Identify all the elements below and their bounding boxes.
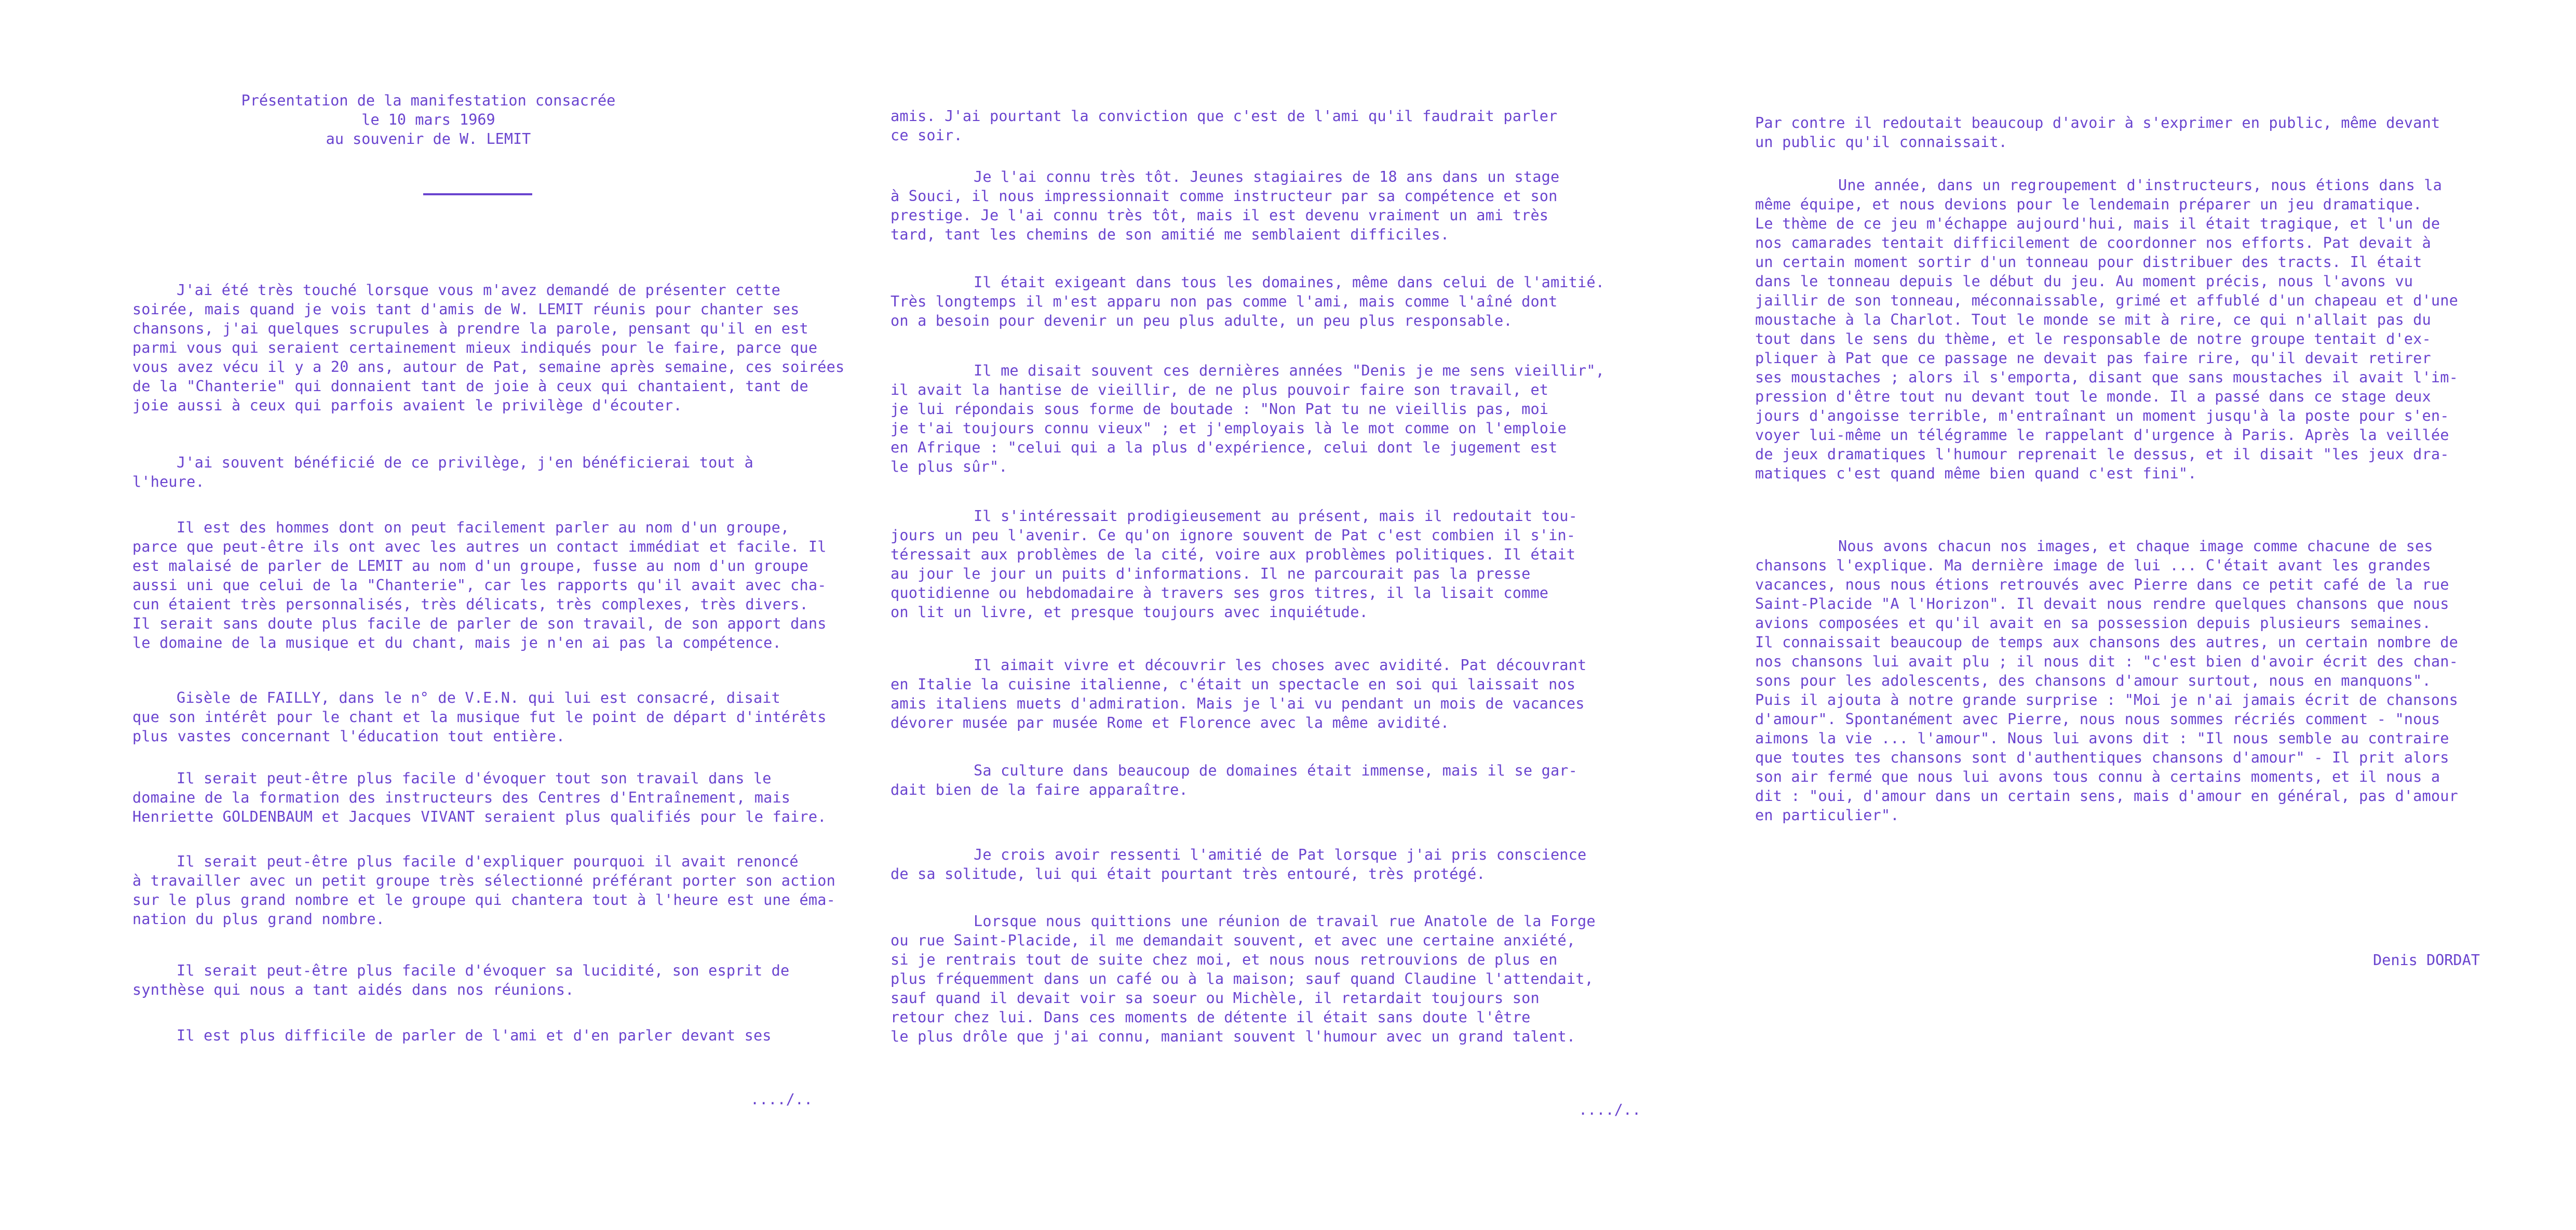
text-line: parmi vous qui seraient certainement mieux indiqués pour le faire, parce que: [132, 339, 818, 356]
text-line: à Souci, il nous impressionnait comme instructeur par sa compétence et son: [891, 188, 1558, 205]
text-line: plus fréquemment dans un café ou à la maison; sauf quand Claudine l'attendait,: [891, 970, 1594, 987]
text-line: jours un peu l'avenir. Ce qu'on ignore souvent de Pat c'est combien il s'in-: [891, 527, 1576, 544]
text-line: ce soir.: [891, 127, 963, 144]
text-line: vous avez vécu il y a 20 ans, autour de Pat, semaine après semaine, ces soirées: [132, 358, 845, 376]
text-line: J'ai été très touché lorsque vous m'avez demandé de présenter cette: [177, 282, 781, 299]
text-line: plus vastes concernant l'éducation tout entière.: [132, 728, 565, 745]
text-line: dans le tonneau depuis le début du jeu. Au moment précis, nous l'avons vu: [1755, 273, 2413, 290]
text-line: de la "Chanterie" qui donnaient tant de joie à ceux qui chantaient, tant de: [132, 378, 808, 395]
text-line: dévorer musée par musée Rome et Florence avec la même avidité.: [891, 714, 1450, 731]
text-line: dit : "oui, d'amour dans un certain sens, mais d'amour en général, pas d'amour: [1755, 787, 2458, 805]
text-line: Il s'intéressait prodigieusement au présent, mais il redoutait tou-: [974, 507, 1578, 525]
text-line: un certain moment sortir d'un tonneau pour distribuer des tracts. Il était: [1755, 253, 2422, 271]
text-line: sons pour les adolescents, des chansons d'amour surtout, nous en manquons".: [1755, 672, 2431, 689]
text-line: Il serait peut-être plus facile d'expliquer pourquoi il avait renoncé: [177, 853, 799, 870]
text-line: téressait aux problèmes de la cité, voire aux problèmes politiques. Il était: [891, 546, 1576, 563]
text-line: domaine de la formation des instructeurs des Centres d'Entraînement, mais: [132, 789, 791, 806]
text-line: Il aimait vivre et découvrir les choses avec avidité. Pat découvrant: [974, 657, 1587, 674]
text-line: parce que peut-être ils ont avec les autres un contact immédiat et facile. Il: [132, 538, 827, 555]
text-line: voyer lui-même un télégramme le rappelant d'urgence à Paris. Après la veillée: [1755, 426, 2449, 444]
text-line: en Italie la cuisine italienne, c'était un spectacle en soi qui laissait nos: [891, 676, 1576, 693]
text-line: si je rentrais tout de suite chez moi, et nous nous retrouvions de plus en: [891, 951, 1558, 968]
text-line: on a besoin pour devenir un peu plus adulte, un peu plus responsable.: [891, 312, 1513, 329]
text-line: à travailler avec un petit groupe très sélectionné préférant porter son action: [132, 872, 835, 889]
text-line: aussi uni que celui de la "Chanterie", car les rapports qu'il avait avec cha-: [132, 577, 827, 594]
text-line: cun étaient très personnalisés, très délicats, très complexes, très divers.: [132, 596, 808, 613]
text-line: il avait la hantise de vieillir, de ne plus pouvoir faire son travail, et: [891, 381, 1549, 398]
page-column-1: [132, 0, 857, 1230]
text-line: sur le plus grand nombre et le groupe qui chantera tout à l'heure est une éma-: [132, 891, 835, 908]
text-line: Une année, dans un regroupement d'instructeurs, nous étions dans la: [1838, 177, 2443, 194]
text-line: le plus drôle que j'ai connu, maniant souvent l'humour avec un grand talent.: [891, 1028, 1576, 1045]
text-line: dait bien de la faire apparaître.: [891, 781, 1188, 798]
text-line: chansons, j'ai quelques scrupules à prendre la parole, pensant qu'il en est: [132, 320, 808, 337]
text-line: Il était exigeant dans tous les domaines, même dans celui de l'amitié.: [974, 274, 1605, 291]
text-line: que toutes tes chansons sont d'authentiques chansons d'amour" - Il prit alors: [1755, 749, 2449, 766]
text-line: avions composées et qu'il avait en sa possession depuis plusieurs semaines.: [1755, 614, 2431, 632]
text-line: Je crois avoir ressenti l'amitié de Pat lorsque j'ai pris conscience: [974, 846, 1587, 863]
text-line: nation du plus grand nombre.: [132, 911, 385, 928]
text-line: tout dans le sens du thème, et le responsable de notre groupe tentait d'ex-: [1755, 330, 2431, 347]
text-line: Saint-Placide "A l'Horizon". Il devait nous rendre quelques chansons que nous: [1755, 595, 2449, 612]
text-line: jaillir de son tonneau, méconnaissable, grimé et affublé d'un chapeau et d'une: [1755, 292, 2458, 309]
text-line: d'amour". Spontanément avec Pierre, nous nous sommes récriés comment - "nous: [1755, 711, 2440, 728]
text-line: je t'ai toujours connu vieux" ; et j'employais là le mot comme on l'emploie: [891, 420, 1567, 437]
text-line: nos chansons lui avait plu ; il nous dit : "c'est bien d'avoir écrit des chan-: [1755, 653, 2458, 670]
text-line: amis. J'ai pourtant la conviction que c'est de l'ami qu'il faudrait parler: [891, 108, 1558, 125]
text-line: Par contre il redoutait beaucoup d'avoir à s'exprimer en public, même devant: [1755, 114, 2440, 131]
page-continuation-marker: ..../..: [1579, 1101, 1641, 1118]
text-line: je lui répondais sous forme de boutade : "Non Pat tu ne vieillis pas, moi: [891, 400, 1549, 418]
text-line: Il serait peut-être plus facile d'évoquer tout son travail dans le: [177, 770, 772, 787]
title-line-2: le 10 mars 1969: [361, 111, 495, 128]
text-line: même équipe, et nous devions pour le lendemain préparer un jeu dramatique.: [1755, 196, 2422, 213]
text-line: jours d'angoisse terrible, m'entraînant un moment jusqu'à la poste pour s'en-: [1755, 407, 2449, 424]
text-line: on lit un livre, et presque toujours avec inquiétude.: [891, 604, 1368, 621]
text-line: Il est plus difficile de parler de l'ami et d'en parler devant ses: [177, 1027, 772, 1044]
text-line: joie aussi à ceux qui parfois avaient le privilège d'écouter.: [132, 397, 682, 414]
title-line-1: Présentation de la manifestation consacrée: [241, 92, 616, 109]
text-line: le plus sûr".: [891, 458, 1008, 475]
text-line: Le thème de ce jeu m'échappe aujourd'hui, mais il était tragique, et l'un de: [1755, 215, 2440, 232]
text-line: moustache à la Charlot. Tout le monde se mit à rire, ce qui n'allait pas du: [1755, 311, 2431, 328]
text-line: Il serait sans doute plus facile de parler de son travail, de son apport dans: [132, 615, 827, 632]
text-line: amis italiens muets d'admiration. Mais je l'ai vu pendant un mois de vacances: [891, 695, 1585, 712]
text-line: tard, tant les chemins de son amitié me semblaient difficiles.: [891, 226, 1450, 243]
text-line: soirée, mais quand je vois tant d'amis de W. LEMIT réunis pour chanter ses: [132, 301, 800, 318]
text-line: Je l'ai connu très tôt. Jeunes stagiaires de 18 ans dans un stage: [974, 168, 1560, 185]
text-line: synthèse qui nous a tant aidés dans nos réunions.: [132, 981, 574, 998]
text-line: vacances, nous nous étions retrouvés avec Pierre dans ce petit café de la rue: [1755, 576, 2449, 593]
text-line: de sa solitude, lui qui était pourtant très entouré, très protégé.: [891, 865, 1486, 883]
text-line: Il est des hommes dont on peut facilement parler au nom d'un groupe,: [177, 519, 790, 536]
text-line: Il connaissait beaucoup de temps aux chansons des autres, un certain nombre de: [1755, 634, 2458, 651]
text-line: Sa culture dans beaucoup de domaines était immense, mais il se gar-: [974, 762, 1578, 779]
text-line: l'heure.: [132, 473, 205, 490]
page-column-2: [891, 0, 1690, 1230]
text-line: pression d'être tout nu devant tout le monde. Il a passé dans ce stage deux: [1755, 388, 2431, 405]
text-line: matiques c'est quand même bien quand c'est fini".: [1755, 465, 2197, 482]
text-line: que son intérêt pour le chant et la musique fut le point de départ d'intérêts: [132, 708, 827, 726]
text-line: un public qu'il connaissait.: [1755, 133, 2008, 151]
text-line: Nous avons chacun nos images, et chaque image comme chacune de ses: [1838, 538, 2433, 555]
page-column-3: [1755, 0, 2513, 1230]
page-continuation-marker: ..../..: [750, 1091, 813, 1108]
title-line-3: au souvenir de W. LEMIT: [326, 130, 531, 148]
text-line: le domaine de la musique et du chant, mais je n'en ai pas la compétence.: [132, 634, 781, 651]
text-line: nos camarades tentait difficilement de coordonner nos efforts. Pat devait à: [1755, 234, 2431, 251]
text-line: en Afrique : "celui qui a la plus d'expérience, celui dont le jugement est: [891, 439, 1558, 456]
text-line: Il serait peut-être plus facile d'évoquer sa lucidité, son esprit de: [177, 962, 790, 979]
text-line: est malaisé de parler de LEMIT au nom d'un groupe, fusse au nom d'un groupe: [132, 557, 808, 574]
text-line: aimons la vie ... l'amour". Nous lui avons dit : "Il nous semble au contraire: [1755, 730, 2449, 747]
text-line: Henriette GOLDENBAUM et Jacques VIVANT seraient plus qualifiés pour le faire.: [132, 808, 827, 825]
signature: Denis DORDAT: [2373, 952, 2480, 969]
text-line: chansons l'explique. Ma dernière image de lui ... C'était avant les grandes: [1755, 557, 2431, 574]
title-underline: [423, 193, 532, 195]
text-line: au jour le jour un puits d'informations. Il ne parcourait pas la presse: [891, 565, 1531, 582]
text-line: ou rue Saint-Placide, il me demandait souvent, et avec une certaine anxiété,: [891, 932, 1576, 949]
text-line: sauf quand il devait voir sa soeur ou Michèle, il retardait toujours son: [891, 990, 1540, 1007]
text-line: Gisèle de FAILLY, dans le n° de V.E.N. qui lui est consacré, disait: [177, 689, 781, 706]
text-line: pliquer à Pat que ce passage ne devait pas faire rire, qu'il devait retirer: [1755, 350, 2431, 367]
text-line: Puis il ajouta à notre grande surprise : "Moi je n'ai jamais écrit de chansons: [1755, 691, 2458, 708]
text-line: prestige. Je l'ai connu très tôt, mais il est devenu vraiment un ami très: [891, 207, 1549, 224]
text-line: de jeux dramatiques l'humour reprenait le dessus, et il disait "les jeux dra-: [1755, 446, 2449, 463]
text-line: retour chez lui. Dans ces moments de détente il était sans doute l'être: [891, 1009, 1531, 1026]
text-line: quotidienne ou hebdomadaire à travers ses gros titres, il la lisait comme: [891, 584, 1549, 601]
text-line: Très longtemps il m'est apparu non pas comme l'ami, mais comme l'aîné dont: [891, 293, 1558, 310]
text-line: J'ai souvent bénéficié de ce privilège, j'en bénéficierai tout à: [177, 454, 753, 471]
text-line: ses moustaches ; alors il s'emporta, disant que sans moustaches il avait l'im-: [1755, 369, 2458, 386]
text-line: son air fermé que nous lui avons tous connu à certains moments, et il nous a: [1755, 768, 2440, 785]
text-line: en particulier".: [1755, 807, 1899, 824]
text-line: Lorsque nous quittions une réunion de travail rue Anatole de la Forge: [974, 913, 1596, 930]
text-line: Il me disait souvent ces dernières années "Denis je me sens vieillir",: [974, 362, 1605, 379]
